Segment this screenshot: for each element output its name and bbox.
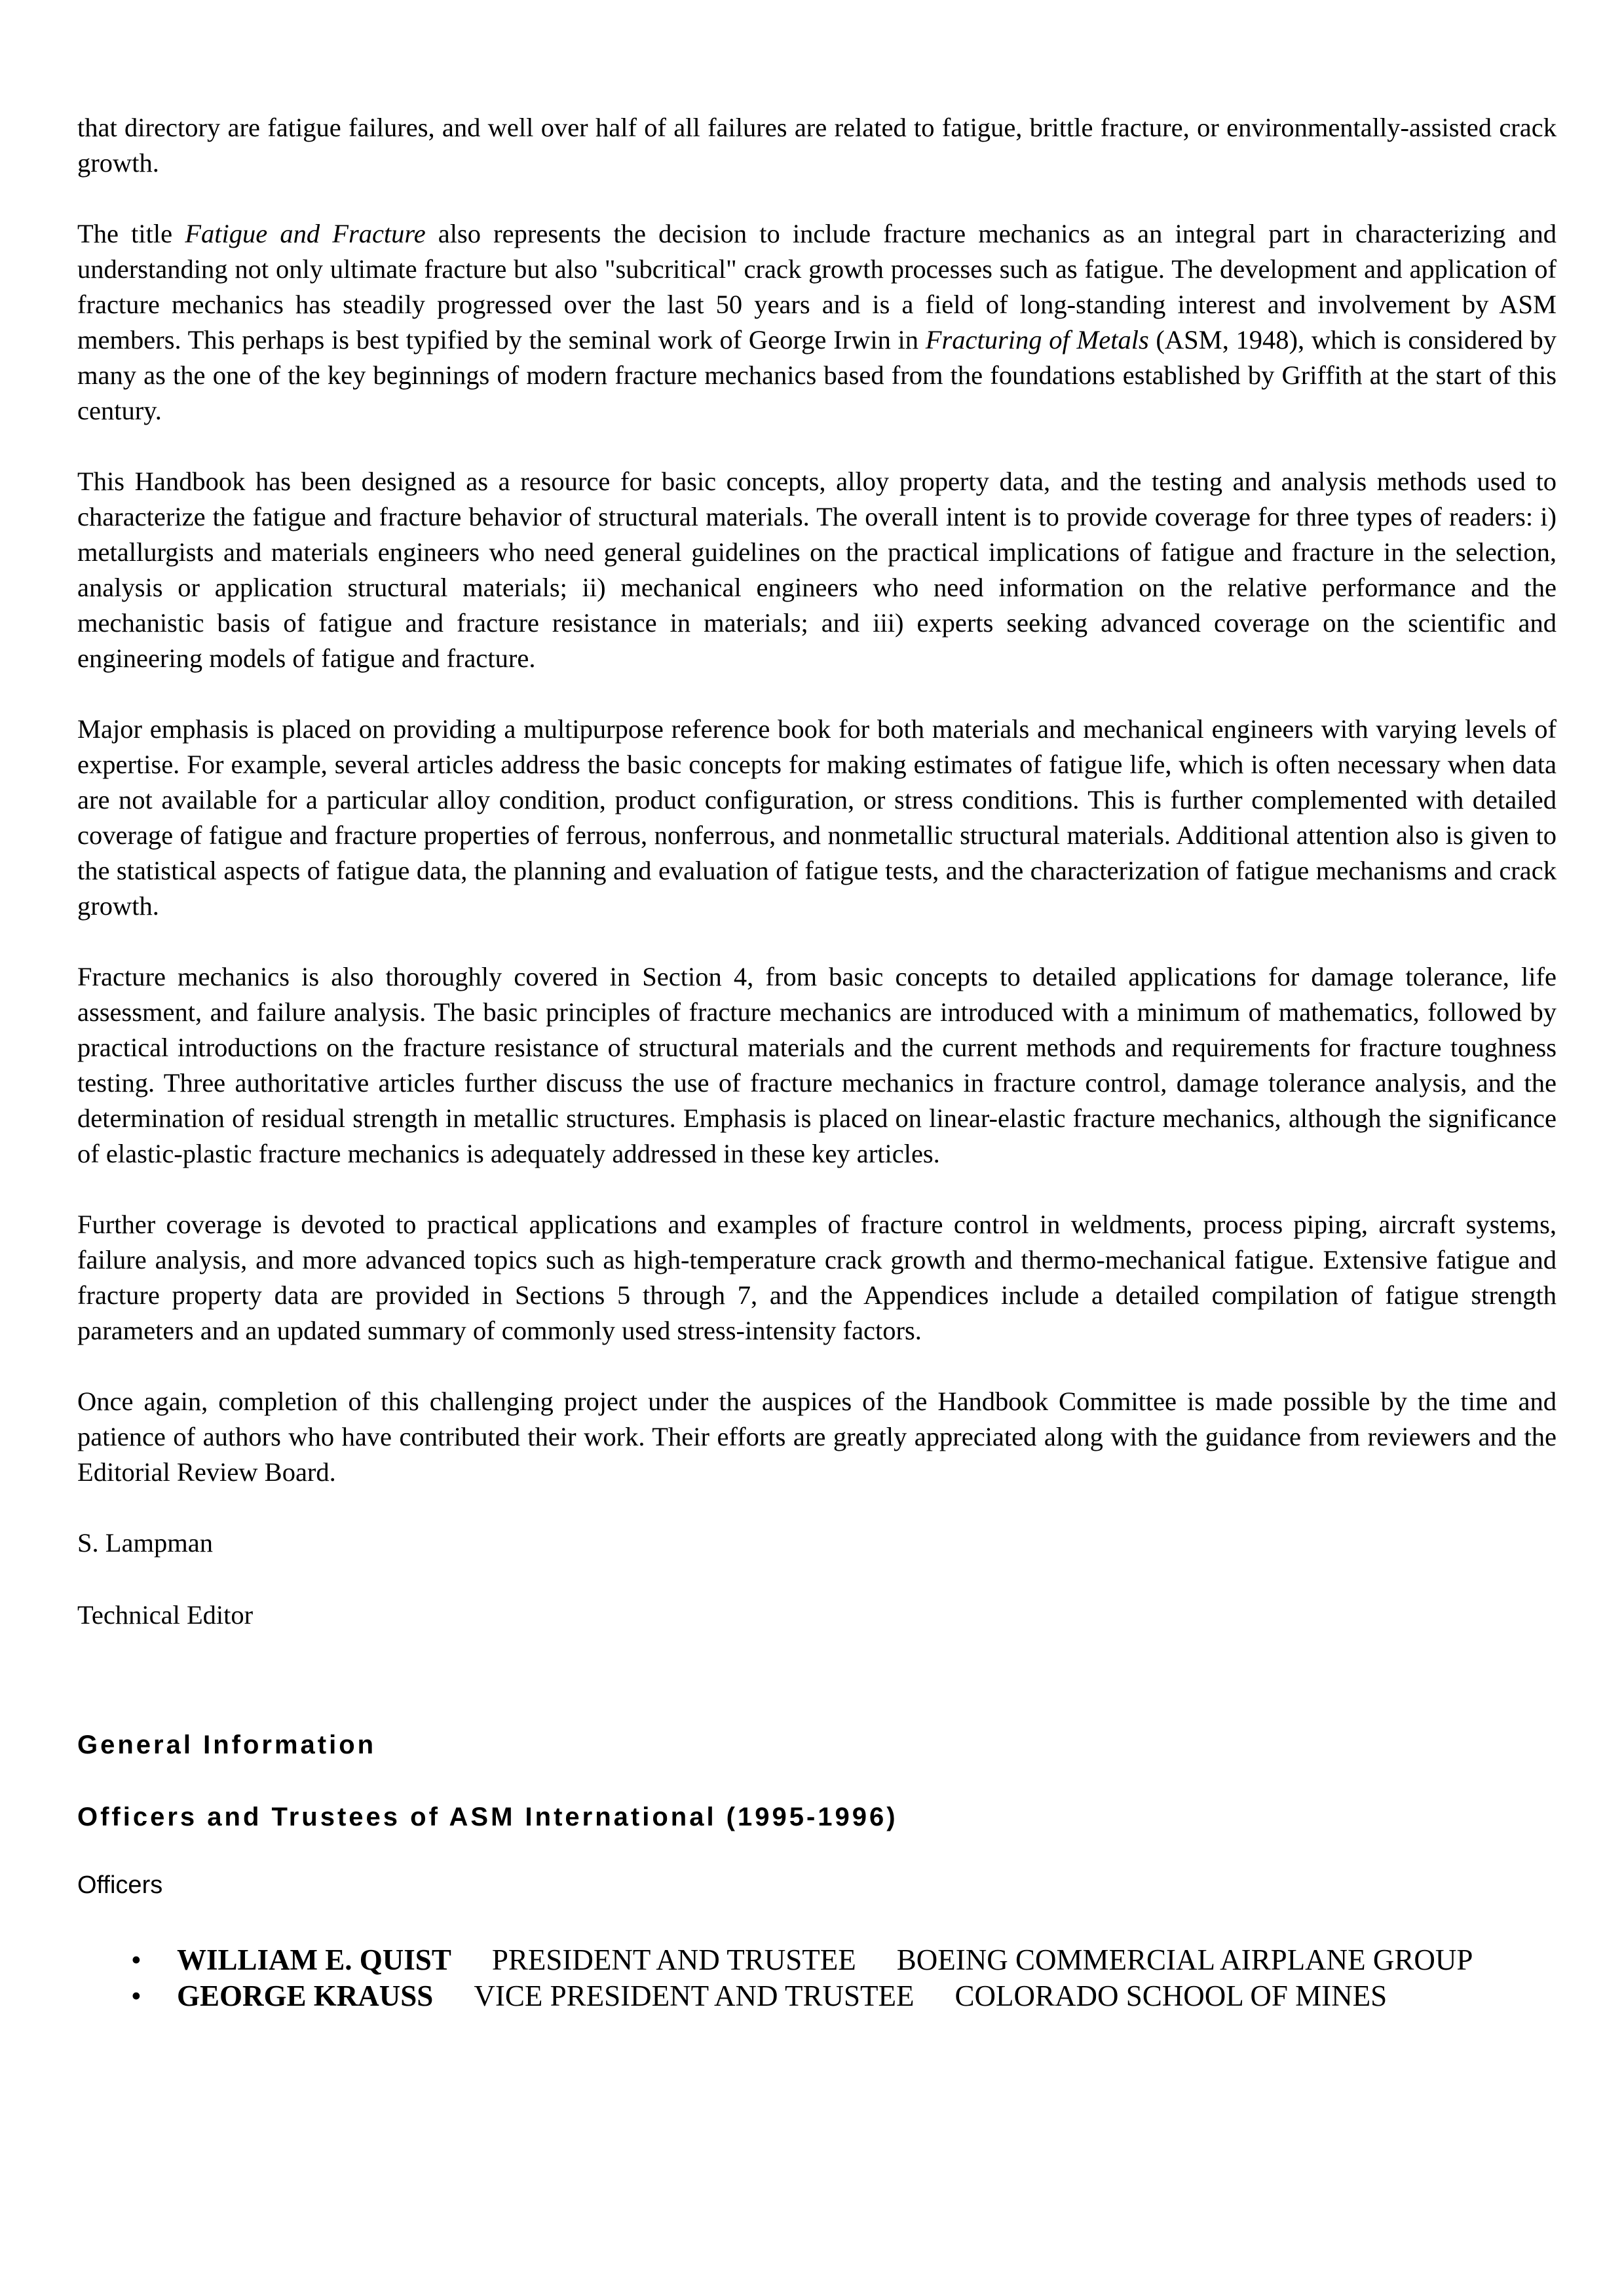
paragraph-text: The title <box>77 219 185 248</box>
body-paragraph <box>77 110 1557 181</box>
officer-organization: BOEING COMMERCIAL AIRPLANE GROUP <box>896 1943 1473 1976</box>
officer-organization: COLORADO SCHOOL OF MINES <box>954 1980 1388 2012</box>
officer-name: WILLIAM E. QUIST <box>177 1943 451 1976</box>
officers-label: Officers <box>77 1871 163 1899</box>
author-name: S. Lampman <box>77 1528 213 1558</box>
italic-title: Fracturing of Metals <box>925 325 1149 354</box>
body-paragraph <box>77 712 1557 924</box>
author-title: Technical Editor <box>77 1600 254 1630</box>
preface-body <box>77 110 1557 1490</box>
bullet-icon: • <box>131 1980 142 2012</box>
paragraph-text: Once again, completion of this challenging project under the auspices of the Handbook Committee is made possible by the time and patience of authors who have contributed their work. Their efforts are greatly appreciated along with the guidance from reviewers and the Editorial Review Board. <box>77 1387 1557 1487</box>
bullet-icon: • <box>131 1943 142 1976</box>
officer-role: VICE PRESIDENT AND TRUSTEE <box>474 1980 915 2012</box>
paragraph-text: Major emphasis is placed on providing a multipurpose reference book for both materials and mechanical engineers with varying levels of expertise. For example, several articles address the basic concepts for making estimates of fatigue life, which is often necessary when data are not available for a particular alloy condition, product configuration, or stress conditions. This is further complemented with detailed coverage of fatigue and fracture properties of ferrous, nonferrous, and nonmetallic structural materials. Additional attention also is given to the statistical aspects of fatigue data, the planning and evaluation of fatigue tests, and the characterization of fatigue mechanisms and crack growth. <box>77 714 1557 921</box>
paragraph-text: also represents the decision to include fracture mechanics as an integral part in characterizing and understanding not only ultimate fracture but also "subcritical" crack growth processes such as fatigue. The development and application of fracture mechanics has steadily progressed over the last 50 years and is a field of long-standing interest and involvement by ASM members. This perhaps is best typified by the seminal work of George Irwin in <box>77 219 1557 354</box>
body-paragraph <box>77 1384 1557 1490</box>
officers-list <box>77 1942 1557 2014</box>
paragraph-text: (ASM, 1948), which is considered by many as the one of the key beginnings of modern fracture mechanics based from the foundations established by Griffith at the start of this century. <box>77 325 1557 425</box>
officer-role: PRESIDENT AND TRUSTEE <box>491 1943 856 1976</box>
paragraph-text: This Handbook has been designed as a resource for basic concepts, alloy property data, and the testing and analysis methods used to characterize the fatigue and fracture behavior of structural materials. The overall intent is to provide coverage for three types of readers: i) metallurgists and materials engineers who need general guidelines on the practical implications of fatigue and fracture in the selection, analysis or application structural materials; ii) mechanical engineers who need information on the relative performance and the mechanistic basis of fatigue and fracture resistance in materials; and iii) experts seeking advanced coverage on the scientific and engineering models of fatigue and fracture. <box>77 467 1557 673</box>
paragraph-text: Fracture mechanics is also thoroughly covered in Section 4, from basic concepts to detailed applications for damage tolerance, life assessment, and failure analysis. The basic principles of fracture mechanics are introduced with a minimum of mathematics, followed by practical introductions on the fracture resistance of structural materials and the current methods and requirements for fracture toughness testing. Three authoritative articles further discuss the use of fracture mechanics in fracture control, damage tolerance analysis, and the determination of residual strength in metallic structures. Emphasis is placed on linear-elastic fracture mechanics, although the significance of elastic-plastic fracture mechanics is adequately addressed in these key articles. <box>77 962 1557 1168</box>
body-paragraph <box>77 216 1557 429</box>
document-page <box>77 110 1557 2014</box>
officer-item <box>77 1978 1557 2014</box>
paragraph-text: Further coverage is devoted to practical applications and examples of fracture control in weldments, process piping, aircraft systems, failure analysis, and more advanced topics such as high-temperature crack growth and thermo-mechanical fatigue. Extensive fatigue and fracture property data are provided in Sections 5 through 7, and the Appendices include a detailed compilation of fatigue strength parameters and an updated summary of commonly used stress-intensity factors. <box>77 1210 1557 1345</box>
body-paragraph <box>77 1207 1557 1349</box>
officers-trustees-heading: Officers and Trustees of ASM International (1995-1996) <box>77 1803 898 1831</box>
officer-item <box>77 1942 1557 1978</box>
body-paragraph <box>77 959 1557 1172</box>
paragraph-text: that directory are fatigue failures, and well over half of all failures are related to fatigue, brittle fracture, or environmentally-assisted crack growth. <box>77 113 1557 178</box>
body-paragraph <box>77 464 1557 676</box>
italic-title: Fatigue and Fracture <box>185 219 426 248</box>
general-information-heading: General Information <box>77 1731 377 1759</box>
officer-name: GEORGE KRAUSS <box>177 1980 434 2012</box>
